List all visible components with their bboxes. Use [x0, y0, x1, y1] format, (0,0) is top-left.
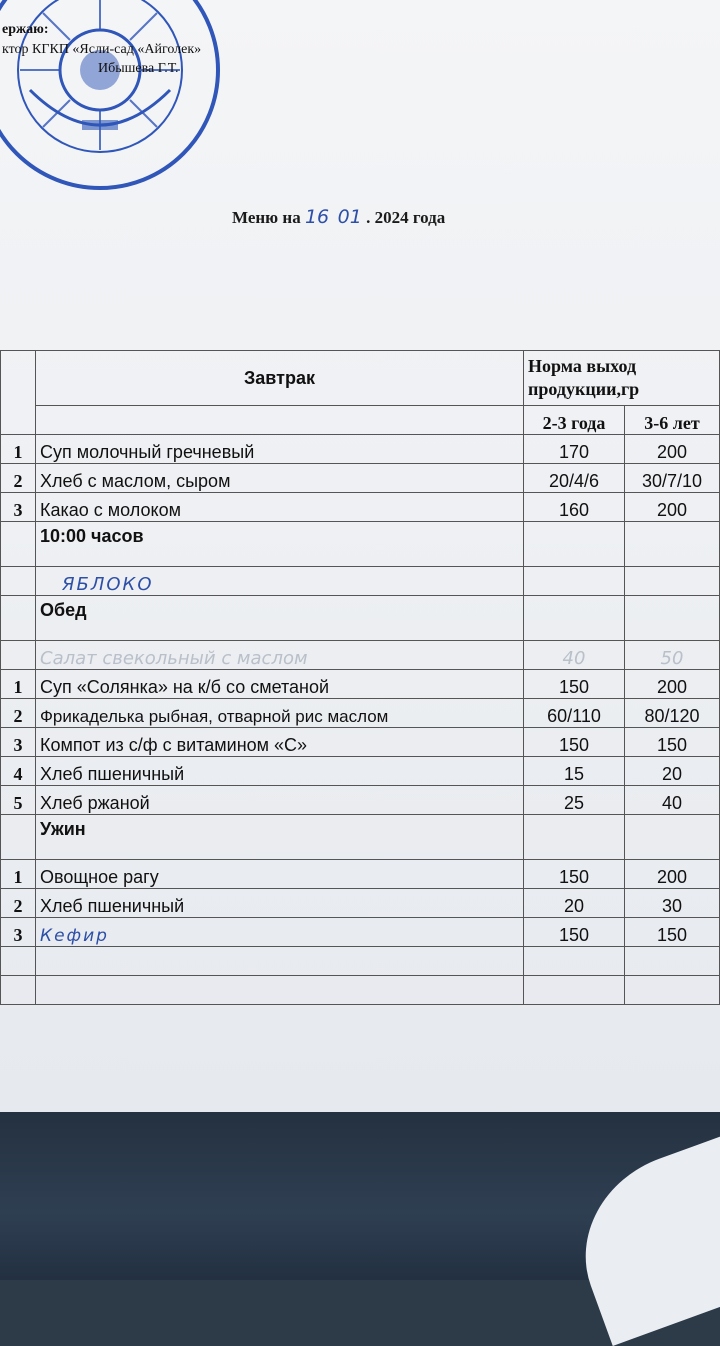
- row-number: 1: [1, 435, 36, 464]
- empty-cell: [625, 596, 720, 641]
- table-row: [1, 435, 720, 464]
- row-number: [1, 641, 36, 670]
- empty-cell: [36, 976, 524, 1005]
- empty-cell: [625, 815, 720, 860]
- section-dinner: Ужин: [36, 815, 524, 860]
- menu-table: [0, 350, 720, 1005]
- norm-3-6: 200: [625, 670, 720, 699]
- table-row: [1, 860, 720, 889]
- row-number: [1, 567, 36, 596]
- age-row: [1, 406, 720, 435]
- row-number: 2: [1, 889, 36, 918]
- age-col-1: 2-3 года: [524, 406, 625, 435]
- dish-name: Какао с молоком: [36, 493, 524, 522]
- dish-name: Суп молочный гречневый: [36, 435, 524, 464]
- snack-item: ЯБЛОКО: [36, 567, 524, 596]
- row-number: 3: [1, 918, 36, 947]
- row-number: 3: [1, 728, 36, 757]
- norm-2-3: 150: [524, 728, 625, 757]
- row-number: 1: [1, 670, 36, 699]
- dish-name: Кефир: [36, 918, 524, 947]
- table-row: [1, 918, 720, 947]
- table-header-row: [1, 351, 720, 406]
- norm-2-3: 150: [524, 860, 625, 889]
- row-number: 1: [1, 860, 36, 889]
- norm-3-6: 20: [625, 757, 720, 786]
- empty-cell: [524, 815, 625, 860]
- title-month: 01: [337, 206, 362, 228]
- norm-3-6: 40: [625, 786, 720, 815]
- dish-name: Хлеб ржаной: [36, 786, 524, 815]
- norm-2-3: 20: [524, 889, 625, 918]
- dish-name: Суп «Солянка» на к/б со сметаной: [36, 670, 524, 699]
- title-suffix: года: [412, 208, 446, 227]
- dish-name: Овощное рагу: [36, 860, 524, 889]
- norm-3-6: 30: [625, 889, 720, 918]
- empty-cell: [625, 567, 720, 596]
- empty-row: [1, 976, 720, 1005]
- title-prefix: Меню на: [232, 208, 301, 227]
- section-row: [1, 815, 720, 860]
- page-title: [232, 206, 445, 228]
- section-snack: 10:00 часов: [36, 522, 524, 567]
- row-number: [1, 815, 36, 860]
- table-row: [1, 728, 720, 757]
- empty-cell: [524, 947, 625, 976]
- norm-3-6: 50: [625, 641, 720, 670]
- row-number: 3: [1, 493, 36, 522]
- row-number: 2: [1, 464, 36, 493]
- empty-cell: [625, 947, 720, 976]
- table-row: [1, 757, 720, 786]
- dish-name-faded: Салат свекольный с маслом: [36, 641, 524, 670]
- table-row: [1, 670, 720, 699]
- norm-2-3: 20/4/6: [524, 464, 625, 493]
- norm-2-3: 150: [524, 918, 625, 947]
- table-row: [1, 786, 720, 815]
- dish-name: Фрикаделька рыбная, отварной рис маслом: [36, 699, 524, 728]
- title-day: 16: [304, 206, 330, 228]
- dish-name: Хлеб с маслом, сыром: [36, 464, 524, 493]
- norm-2-3: 170: [524, 435, 625, 464]
- table-row: [1, 641, 720, 670]
- norm-3-6: 150: [625, 918, 720, 947]
- norm-3-6: 80/120: [625, 699, 720, 728]
- empty-cell: [1, 947, 36, 976]
- section-row: [1, 596, 720, 641]
- header-blank: [1, 351, 36, 435]
- norm-2-3: 150: [524, 670, 625, 699]
- empty-cell: [524, 522, 625, 567]
- norm-3-6: 150: [625, 728, 720, 757]
- empty-cell: [524, 596, 625, 641]
- section-row: [1, 522, 720, 567]
- row-number: [1, 522, 36, 567]
- norm-3-6: 200: [625, 435, 720, 464]
- empty-cell: [36, 947, 524, 976]
- header-norm: Норма выход продукции,гр: [524, 351, 720, 406]
- row-number: 4: [1, 757, 36, 786]
- section-lunch: Обед: [36, 596, 524, 641]
- age-col-2: 3-6 лет: [625, 406, 720, 435]
- norm-2-3: 40: [524, 641, 625, 670]
- row-number: [1, 596, 36, 641]
- approval-line-1: ержаю:: [2, 22, 49, 37]
- approval-block: [2, 20, 201, 79]
- table-row: [1, 464, 720, 493]
- empty-cell: [524, 976, 625, 1005]
- norm-3-6: 200: [625, 860, 720, 889]
- age-blank: [36, 406, 524, 435]
- table-row: [1, 567, 720, 596]
- row-number: 5: [1, 786, 36, 815]
- empty-cell: [1, 976, 36, 1005]
- empty-row: [1, 947, 720, 976]
- dish-name: Хлеб пшеничный: [36, 757, 524, 786]
- dish-name: Хлеб пшеничный: [36, 889, 524, 918]
- norm-3-6: 30/7/10: [625, 464, 720, 493]
- approval-signatory: Ибышева Г.Т.: [98, 61, 179, 77]
- title-year: . 2024: [366, 208, 409, 227]
- approval-line-2: ктор КГКП «Ясли-сад «Айголек»: [2, 41, 202, 57]
- table-row: [1, 493, 720, 522]
- norm-2-3: 25: [524, 786, 625, 815]
- empty-cell: [524, 567, 625, 596]
- norm-3-6: 200: [625, 493, 720, 522]
- row-number: 2: [1, 699, 36, 728]
- norm-2-3: 60/110: [524, 699, 625, 728]
- empty-cell: [625, 522, 720, 567]
- table-row: [1, 889, 720, 918]
- norm-2-3: 160: [524, 493, 625, 522]
- header-breakfast: Завтрак: [36, 351, 524, 406]
- norm-2-3: 15: [524, 757, 625, 786]
- table-row: [1, 699, 720, 728]
- empty-cell: [625, 976, 720, 1005]
- dish-name: Компот из с/ф с витамином «С»: [36, 728, 524, 757]
